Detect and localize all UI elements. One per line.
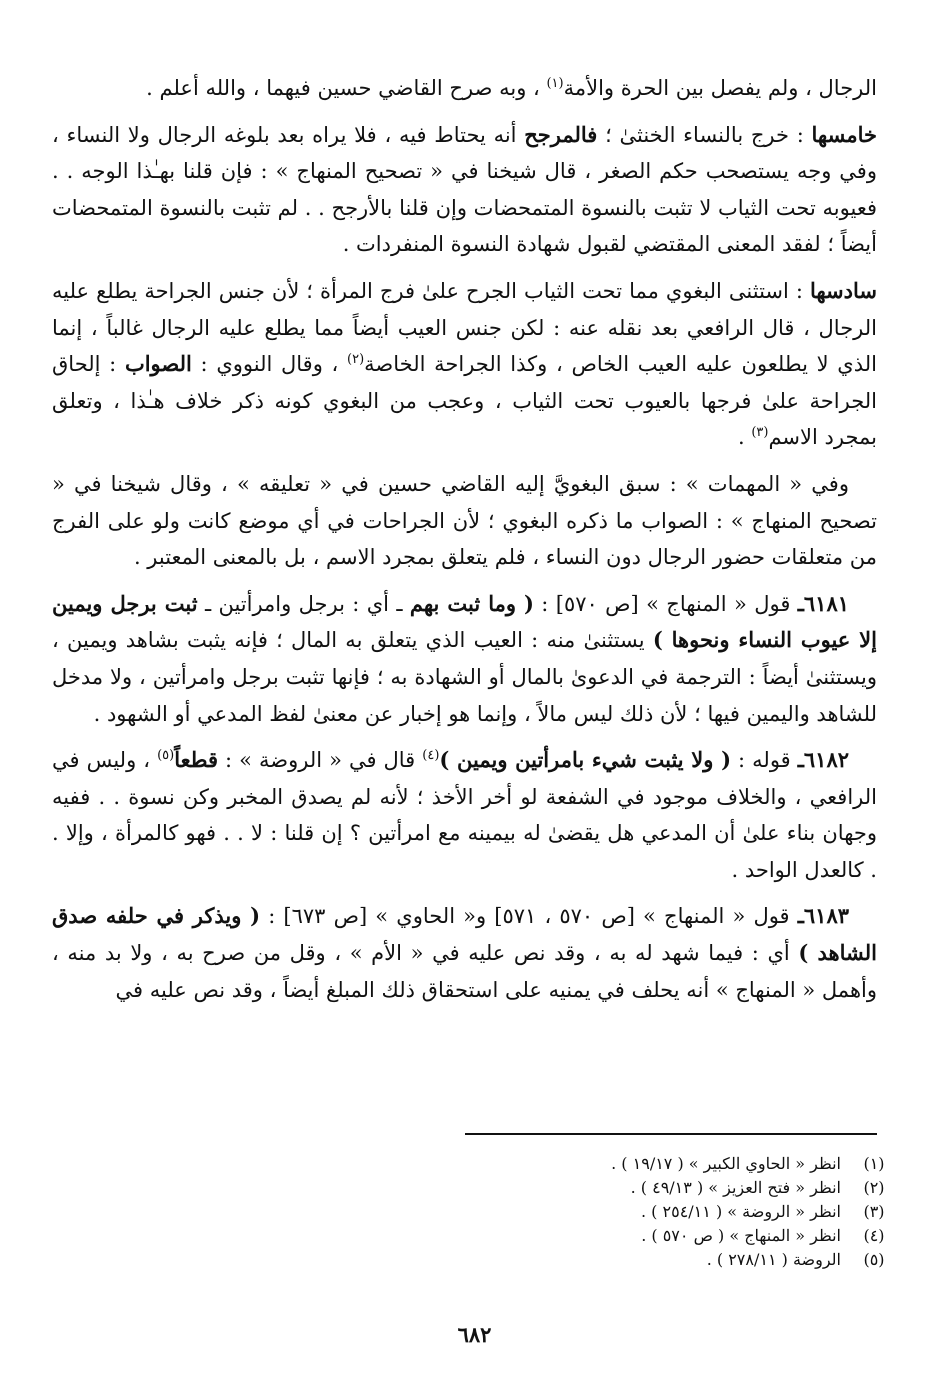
footnote-ref-2: (٢) (347, 352, 365, 368)
text-run: قول « المنهاج » [ص ٥٧٠ ، ٥٧١] و« الحاوي » [ص ٦٧٣] : (260, 904, 798, 929)
footnote-text: انظر « الروضة » ( ٢٥٤/١١ ) . (641, 1202, 841, 1221)
footnotes (351, 1152, 891, 1272)
main-text (52, 70, 877, 1008)
text-run: وفي « المهمات » : سبق البغويَّ إليه القاضي حسين في « تعليقه » ، وقال شيخنا في « تصحيح المنهاج » : الصواب ما ذكره البغوي ؛ لأن الجراحات في أي موضع كانت ولو على الفرج من متعلقات حضور الرجال دون النساء ، فلم يتعلق بمجرد الاسم ، بل بالمعنى المعتبر . (52, 471, 877, 570)
text-run: الرجال ، ولم يفصل بين الحرة والأمة (563, 76, 877, 100)
footnote-item (351, 1200, 891, 1224)
footnote-separator (465, 1133, 877, 1135)
section-number: ٦١٨٣ـ (797, 903, 850, 929)
footnote-number: (١) (863, 1154, 885, 1173)
footnote-text: انظر « الحاوي الكبير » ( ١٩/١٧ ) . (611, 1154, 841, 1173)
text-run: . (737, 425, 752, 450)
text-run: أنه يحتاط فيه ، فلا يراه بعد بلوغه الرجال ولا النساء ، وفي وجه يستصحب حكم الصغر ، قال شيخنا في « تصحيح المنهاج » : فإن قلنا بهـٰذا الوجه . . فعيوبه تحت الثياب لا تثبت بالنسوة المتمحضات وإن قلنا بالأرجح . . لم تثبت بالنسوة المتمحضات أيضاً ؛ لفقد المعنى المقتضي لقبول شهادة النسوة المنفردات . (52, 122, 877, 257)
paragraph-muhimmat (52, 466, 877, 576)
footnote-number: (٤) (863, 1226, 885, 1245)
page-number: ٦٨٢ (457, 1322, 492, 1347)
bold-term: فالمرجح (524, 121, 598, 147)
text-run: : خرج بالنساء الخنثىٰ ؛ (597, 122, 812, 147)
paragraph-1 (52, 70, 877, 107)
text-run: : استثنى البغوي مما تحت الثياب الجرح علىٰ فرج المرأة ؛ لأن جنس الجراحة يطلع عليه الرجال ، قال الرافعي بعد نقله عنه : لكن جنس العيب أيضاً مما يطلع عليه الرجال غالباً ، إنما الذي لا يطلعون عليه العيب الخاص ، وكذا الجراحة الخاصة (52, 278, 878, 377)
footnote-number: (٥) (863, 1250, 885, 1269)
text-run: يستثنىٰ منه : العيب الذي يتعلق به المال ؛ فإنه يثبت بشاهد ويمين ، ويستثنىٰ أيضاً : الترجمة في الدعوىٰ بالمال أو الشهادة به ؛ فإنها تثبت برجل وامرأتين ، ولا مدخل للشاهد واليمين فيها ؛ لأن ذلك ليس مالاً ، وإنما هو إخبار عن معنىٰ لفظ المدعي أو الشهود . (52, 628, 877, 726)
text-run: أي : فيما شهد له به ، وقد نص عليه في « الأم » ، وقل من صرح به ، ولا بد منه ، وأهمل « المنهاج » أنه يحلف في يمنيه على استحقاق ذلك المبلغ أيضاً ، وقد نص عليه في (52, 941, 877, 1002)
footnote-ref-3: (٣) (751, 425, 769, 441)
paragraph-lead: سادسها (809, 277, 877, 303)
text-run: ، وبه صرح القاضي حسين فيهما ، والله أعلم . (146, 76, 547, 100)
footnote-text: الروضة ( ٢٧٨/١١ ) . (706, 1250, 841, 1269)
footnote-text: انظر « المنهاج » ( ص ٥٧٠ ) . (641, 1226, 841, 1245)
bold-term: قطعاً (174, 747, 218, 773)
footnote-text: انظر « فتح العزيز » ( ٤٩/١٣ ) . (630, 1178, 841, 1197)
section-number: ٦١٨١ـ (797, 590, 850, 616)
footnote-item (351, 1152, 891, 1176)
footnote-item (351, 1248, 891, 1272)
footnote-item (351, 1176, 891, 1200)
text-run: قال في « الروضة » : (218, 748, 423, 773)
footnote-number: (٣) (863, 1202, 885, 1221)
bold-term: الصواب (124, 351, 192, 377)
text-run: قول « المنهاج » [ص ٥٧٠] : (533, 591, 798, 616)
paragraph-6183 (52, 898, 877, 1008)
section-number: ٦١٨٢ـ (797, 747, 850, 773)
quoted-matn: ( ويذكر في حلفه صدق الشاهد ) (52, 903, 877, 966)
text-run: : إلحاق الجراحة علىٰ فرجها بالعيوب تحت الثياب ، وعجب من البغوي كونه ذكر خلاف هـٰذا ، وتعلق بمجرد الاسم (52, 352, 877, 450)
footnote-item (351, 1224, 891, 1248)
footnote-number: (٢) (863, 1178, 885, 1197)
quoted-matn: ( ولا يثبت شيء بامرأتين ويمين ) (439, 747, 732, 773)
quoted-matn: ثبت برجل ويمين إلا عيوب النساء ونحوها ) (52, 590, 877, 653)
text-run: ـ أي : برجل وامرأتين ـ (197, 591, 410, 616)
paragraph-khamisuha (52, 117, 877, 263)
paragraph-6181 (52, 586, 877, 732)
text-run: قوله : (731, 748, 798, 773)
footnote-ref-4: (٤) (422, 748, 440, 764)
text-run: ، وقال النووي : (191, 352, 348, 377)
text-run: ، وليس في الرافعي ، والخلاف موجود في الشفعة لو أخر الأخذ ؛ لأنه لم يصدق المخبر وكن نسوة . . ففيه وجهان بناء علىٰ أن المدعي هل يقضىٰ له بيمينه مع امرأتين ؟ إن قلنا : لا . . فهو كالمرأة ، وإلا . . كالعدل الواحد . (52, 748, 877, 882)
footnote-ref-5: (٥) (157, 748, 175, 764)
paragraph-6182 (52, 742, 877, 888)
paragraph-sadisuha (52, 273, 877, 456)
paragraph-lead: خامسها (811, 121, 877, 147)
footnote-ref-1: (١) (546, 76, 564, 91)
quoted-matn: ( وما ثبت بهم (409, 590, 534, 616)
page-content (52, 70, 877, 1018)
